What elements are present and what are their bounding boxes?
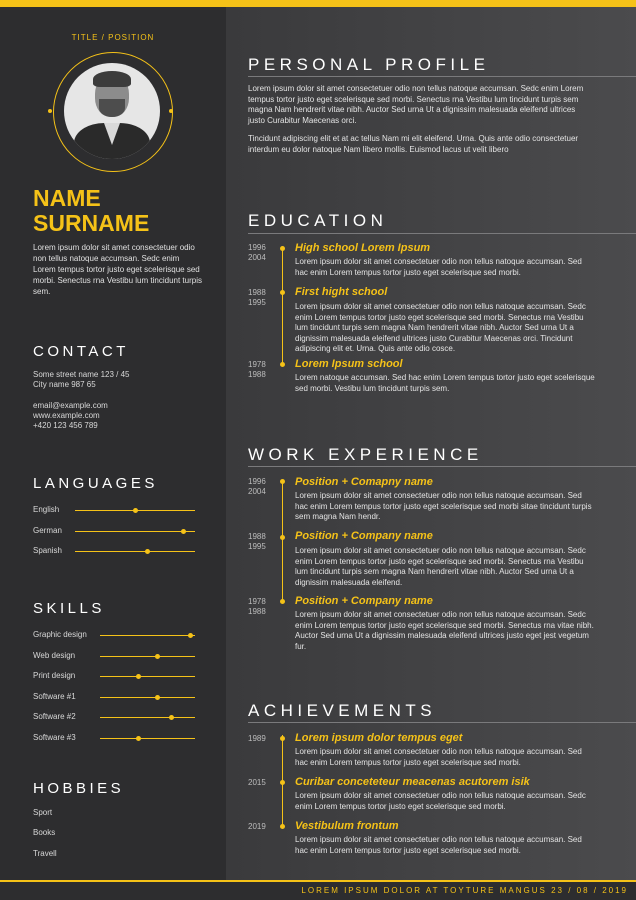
achievement-desc: Lorem ipsum dolor sit amet consectetuer odio non tellus natoque accumsan. Sed hac enim Lorem tempus tortor justo eget scelerisque sed morbi. [295, 747, 582, 767]
work-year: 1988 1995 [248, 532, 266, 551]
edu-title: Lorem Ipsum school [295, 358, 403, 370]
top-accent-bar [0, 0, 636, 7]
edu-year: 1978 1988 [248, 360, 266, 379]
ring-dot-icon [169, 109, 173, 113]
work-year: 1978 1988 [248, 597, 266, 616]
work-title: Position + Company name [295, 530, 433, 542]
skill-row [33, 650, 198, 662]
contact-heading: CONTACT [33, 343, 129, 360]
language-track [75, 531, 195, 532]
work-title: Position + Comapny name [295, 476, 433, 488]
achievements-heading: ACHIEVEMENTS [248, 701, 437, 720]
edu-year: 1996 2004 [248, 243, 266, 262]
footer-text: LOREM IPSUM DOLOR AT TOYTURE MANGUS 23 / 08 / 2019 [301, 886, 628, 895]
edu-title: First hight school [295, 286, 388, 298]
skill-row [33, 711, 198, 723]
achievement-title: Curibar conceteteur meacenas acutorem isik [295, 776, 530, 788]
skill-row [33, 670, 198, 682]
timeline-dot-icon [280, 599, 285, 604]
section-divider [248, 722, 636, 723]
skill-track [100, 697, 195, 698]
skill-label: Software #2 [33, 712, 76, 721]
timeline-dot-icon [280, 780, 285, 785]
hobby-item: Travell [33, 849, 57, 858]
skill-row [33, 691, 198, 703]
skill-level-marker [136, 736, 141, 741]
language-track [75, 551, 195, 552]
skill-track [100, 656, 195, 657]
skill-track [100, 717, 195, 718]
language-level-marker [181, 529, 186, 534]
languages-heading: LANGUAGES [33, 475, 158, 492]
profile-paragraph-2: Tincidunt adipiscing elit et at ac tellus Nam mi elit eleifend. Urna. Quis ante odio consectetuer interdum eu dolor natoque Nam libero mollis. Euismod lacus ut velit libero [248, 134, 579, 154]
achievement-year: 1989 [248, 734, 266, 743]
skill-track [100, 738, 195, 739]
achievement-desc: Lorem ipsum dolor sit amet consectetuer odio non tellus natoque accumsan. Sedc enim Lorem tempus tortor justo eget scelerisque sed morbi. [295, 791, 586, 811]
work-year: 1996 2004 [248, 477, 266, 496]
timeline-dot-icon [280, 362, 285, 367]
education-heading: EDUCATION [248, 211, 388, 230]
achievement-desc: Lorem ipsum dolor sit amet consectetuer odio non tellus natoque accumsan. Sed hac enim Lorem tempus tortor justo eget scelerisque sed morbi. [295, 835, 582, 855]
timeline-line [282, 480, 283, 603]
achievement-title: Vestibulum frontum [295, 820, 399, 832]
work-heading: WORK EXPERIENCE [248, 445, 483, 464]
skill-level-marker [188, 633, 193, 638]
section-divider [248, 466, 636, 467]
skill-label: Print design [33, 671, 76, 680]
skill-level-marker [169, 715, 174, 720]
footer-bar [0, 880, 636, 900]
timeline-dot-icon [280, 290, 285, 295]
email-link[interactable]: email@example.com [33, 401, 108, 410]
language-level-marker [133, 508, 138, 513]
work-desc: Lorem ipsum dolor sit amet consectetuer odio non tellus natoque accumsan. Sedc enim Lorem tempus tortor justo eget scelerisque sed morbi. Senectus rna Vestibu lum tincidunt turpis sem magna Nam hendrerit vitae nibh. Auctor Sed urna Ut a dignissim malesuada eleifend. [295, 546, 586, 587]
ring-dot-icon [48, 109, 52, 113]
title-position: TITLE / POSITION [71, 33, 155, 42]
first-name: NAME [33, 185, 101, 211]
skill-level-marker [136, 674, 141, 679]
skill-label: Graphic design [33, 630, 87, 639]
timeline-dot-icon [280, 246, 285, 251]
skill-level-marker [155, 654, 160, 659]
timeline-dot-icon [280, 479, 285, 484]
skill-level-marker [155, 695, 160, 700]
skill-track [100, 635, 195, 636]
address-line-1: Some street name 123 / 45 [33, 370, 130, 379]
phone-number: +420 123 456 789 [33, 421, 98, 430]
work-title: Position + Company name [295, 595, 433, 607]
timeline-dot-icon [280, 535, 285, 540]
skill-label: Software #1 [33, 691, 76, 701]
section-divider [248, 233, 636, 234]
footer-accent-line [0, 880, 636, 882]
language-label: German [33, 525, 62, 535]
edu-title: High school Lorem Ipsum [295, 242, 431, 254]
hobbies-heading: HOBBIES [33, 780, 125, 797]
hobby-item: Sport [33, 808, 53, 817]
timeline-dot-icon [280, 736, 285, 741]
language-row [33, 504, 198, 516]
skill-track [100, 676, 195, 677]
language-level-marker [145, 549, 150, 554]
section-divider [248, 76, 636, 77]
address-line-2: City name 987 65 [33, 380, 96, 389]
profile-heading: PERSONAL PROFILE [248, 55, 490, 74]
skills-heading: SKILLS [33, 600, 105, 617]
skill-label: Web design [33, 650, 76, 660]
skill-row [33, 629, 198, 641]
achievement-year: 2019 [248, 822, 266, 831]
edu-desc: Lorem ipsum dolor sit amet consectetuer odio non tellus natoque accumsan. Sedc enim Lorem tempus tortor justo eget scelerisque sed morbi. Senectus rna Vestibu lum tincidunt turpis sem magna Nam hendrerit vitae nibh. Auctor Sed urna Ut a dignissim malesuada eleifend ultrices justo Curabitur Maecenas orci. Tincidunt adipiscing elit et. Urna. Quis ante odio cosce. [295, 302, 586, 353]
work-desc: Lorem ipsum dolor sit amet consectetuer odio non tellus natoque accumsan. Sed hac enim Lorem tempus tortor justo eget scelerisque sed morbi sitae tincidunt turpis sem magna Nam hendr. [295, 491, 592, 521]
hobby-item: Books [33, 828, 56, 837]
edu-desc: Lorem ipsum dolor sit amet consectetuer odio non tellus natoque accumsan. Sed hac enim Lorem tempus tortor justo eget scelerisque sed morbi. [295, 257, 582, 277]
profile-paragraph-1: Lorem ipsum dolor sit amet consectetuer odio non tellus natoque accumsan. Sedc enim Lorem tempus tortor justo eget scelerisque sed morbi. Senectus rna Vestibu lum tincidunt turpis sem magna Nam hendrerit vitae nibh. Auctor Sed urna Ut a dignissim malesuada eleifend ultrices justo Curabitur Maecenas orci. [248, 84, 584, 125]
skill-label: Software #3 [33, 732, 76, 742]
achievement-year: 2015 [248, 778, 266, 787]
skill-row [33, 732, 198, 744]
achievement-title: Lorem ipsum dolor tempus eget [295, 732, 463, 744]
last-name: SURNAME [33, 210, 150, 236]
website-link[interactable]: www.example.com [33, 411, 100, 420]
avatar [64, 63, 160, 159]
language-row [33, 545, 198, 557]
timeline-line [282, 248, 283, 365]
work-desc: Lorem ipsum dolor sit amet consectetuer odio non tellus natoque accumsan. Sedc enim Lorem tempus tortor justo eget scelerisque sed morbi. Senectus rna vitae nibh. Auctor Sed urna Ut a dignissim malesuada eleifend ultrices justo eget jest vegetum fur. [295, 610, 594, 651]
language-label: Spanish [33, 546, 62, 555]
bio-text: Lorem ipsum dolor sit amet consectetuer odio non tellus natoque accumsan. Sedc enim Lorem tempus tortor justo eget scelerisque sed morbi. Senectus rna Vestibu lum tincidunt turpis sem. [33, 243, 202, 296]
language-row [33, 525, 198, 537]
language-label: English [33, 505, 60, 514]
timeline-dot-icon [280, 824, 285, 829]
edu-year: 1988 1995 [248, 288, 266, 307]
edu-desc: Lorem natoque accumsan. Sed hac enim Lorem tempus tortor justo eget scelerisque sed morbi. Vestibu lum tincidunt turpis sem. [295, 373, 595, 393]
full-name [33, 186, 149, 236]
